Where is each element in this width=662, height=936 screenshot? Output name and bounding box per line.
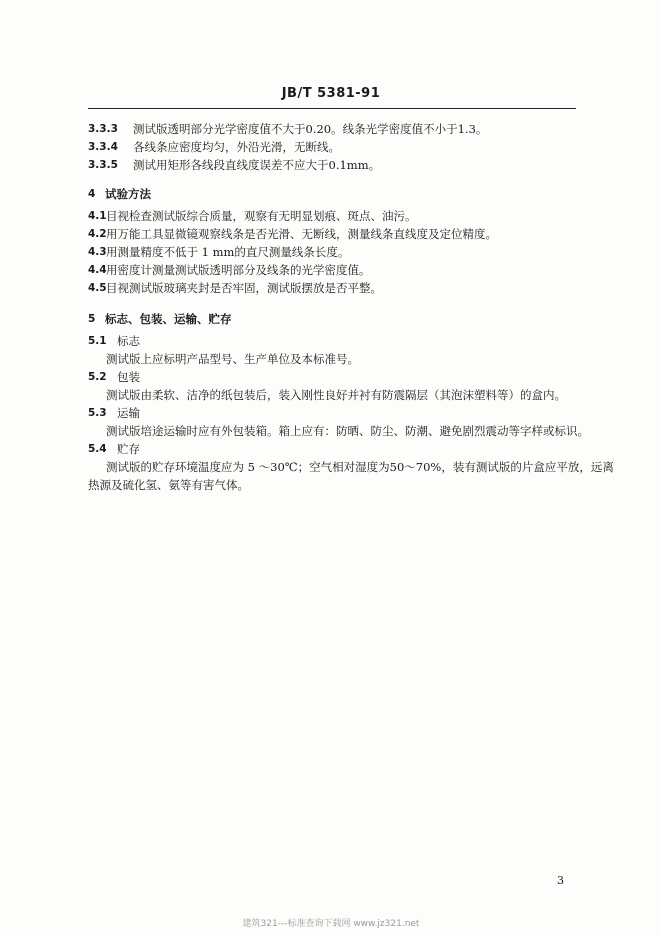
clause-number: 5.3 — [88, 407, 107, 419]
clause-text: 测试版透明部分光学密度值不大于0.20。线条光学密度值不小于1.3。 — [133, 122, 488, 136]
section-number: 5 — [88, 313, 96, 325]
clause-text: 目视检查测试版综合质量，观察有无明显划痕、斑点、油污。 — [106, 209, 417, 223]
clause-body: 测试版培途运输时应有外包装箱。箱上应有：防晒、防尘、防潮、避免剧烈震动等字样或标识。 — [106, 424, 589, 438]
clause-body: 测试版由柔软、洁净的纸包装后，装入刚性良好并衬有防震隔层（其泡沫塑料等）的盒内。 — [106, 388, 566, 402]
section-heading: 试验方法 — [105, 187, 151, 201]
clause-number: 5.1 — [88, 335, 107, 347]
clause-body: 热源及硫化氢、氨等有害气体。 — [88, 478, 249, 492]
clause-text: 运输 — [117, 406, 140, 420]
clause-number: 4.5 — [88, 282, 107, 294]
clause-number: 3.3.4 — [88, 141, 118, 153]
clause-text: 贮存 — [117, 442, 140, 456]
clause-number: 5.4 — [88, 443, 107, 455]
section-heading: 标志、包装、运输、贮存 — [105, 312, 232, 326]
clause-number: 4.2 — [88, 228, 107, 240]
footer-watermark: 建筑321---标准查询下载网 www.jz321.net — [242, 919, 420, 929]
clause-number: 4.3 — [88, 246, 107, 258]
clause-text: 包装 — [117, 370, 140, 384]
page-number: 3 — [557, 874, 564, 887]
clause-text: 测试用矩形各线段直线度误差不应大于0.1mm。 — [133, 158, 381, 172]
clause-text: 标志 — [117, 334, 140, 348]
clause-number: 3.3.5 — [88, 159, 118, 171]
clause-text: 各线条应密度均匀，外沿光滑，无断线。 — [133, 140, 340, 154]
clause-body: 测试版的贮存环境温度应为 5 ～30℃；空气相对湿度为50～70%，装有测试版的片盒应平放，远离 — [106, 460, 614, 474]
standard-header: JB/T 5381-91 — [281, 86, 381, 101]
clause-text: 用万能工具显微镜观察线条是否光滑、无断线，测量线条直线度及定位精度。 — [106, 227, 497, 241]
clause-text: 目视测试版玻璃夹封是否牢固，测试版摆放是否平整。 — [106, 281, 382, 295]
header-rule — [88, 108, 576, 109]
clause-number: 5.2 — [88, 371, 107, 383]
clause-number: 4.4 — [88, 264, 107, 276]
section-number: 4 — [88, 188, 96, 200]
clause-number: 3.3.3 — [88, 123, 118, 135]
clause-text: 用密度计测量测试版透明部分及线条的光学密度值。 — [106, 263, 371, 277]
clause-body: 测试版上应标明产品型号、生产单位及本标准号。 — [106, 352, 359, 366]
clause-text: 用测量精度不低于 1 mm的直尺测量线条长度。 — [106, 245, 350, 259]
clause-number: 4.1 — [88, 210, 107, 222]
